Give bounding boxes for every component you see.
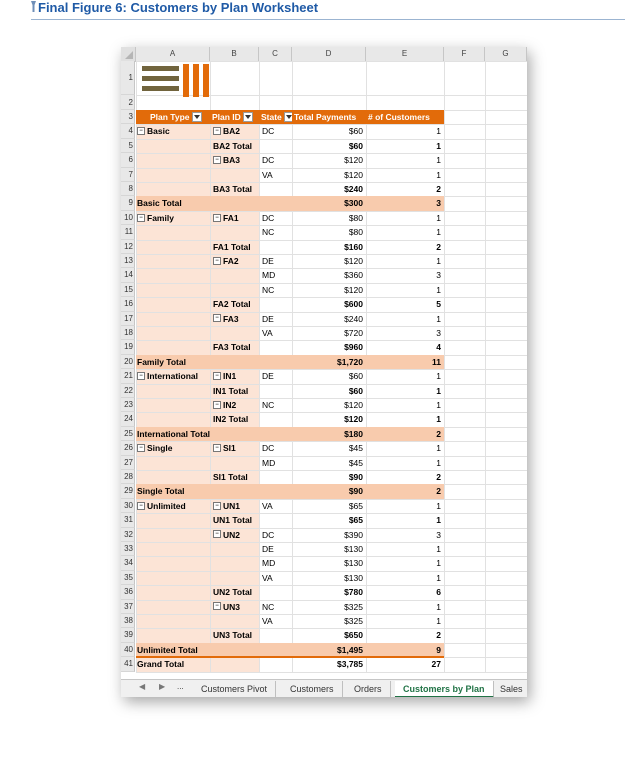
plan-type-label: Family [147,212,174,223]
num-customers-cell: 3 [436,270,441,281]
num-customers-cell: 3 [436,328,441,338]
row-header-23[interactable]: 23 [121,398,135,412]
total-payments-header [292,110,366,124]
state-cell: VA [262,500,273,511]
total-payments-cell: $325 [344,616,363,626]
num-customers-cell: 1 [436,558,441,569]
total-payments-cell: $325 [344,601,363,612]
total-payments-cell: $130 [344,572,363,583]
total-payments-cell: $65 [348,515,363,526]
row-header-3[interactable]: 3 [121,110,135,124]
plan-id-cell[interactable] [210,441,259,455]
total-payments-cell: $65 [348,500,363,511]
num-customers-cell: 1 [436,601,441,612]
plan-type-label: Single [147,443,173,454]
plan-id-label: SI1 Total [213,472,248,482]
plan-type-cell [136,427,286,441]
total-payments-header-label: Total Payments [294,112,357,122]
filter-dropdown-icon[interactable] [192,112,202,122]
num-customers-cell: 1 [436,544,441,554]
plan-type-header[interactable] [136,110,210,124]
num-customers-cell: 1 [436,414,441,425]
num-customers-cell: 6 [436,587,441,598]
row-header-35[interactable]: 35 [121,571,135,585]
plan-id-label: UN2 [223,529,241,540]
tab-next-icon[interactable]: ▶ [159,682,166,691]
plan-id-total-cell [210,139,259,153]
state-cell: MD [262,558,276,569]
caption-rule [31,19,625,20]
row-header-1[interactable]: 1 [121,61,135,95]
row-header-5[interactable]: 5 [121,139,135,153]
row-header-6[interactable]: 6 [121,153,135,167]
figure-caption: Final Figure 6: Customers by Plan Worksheet [38,0,319,15]
state-cell: DE [262,313,274,324]
collapse-toggle-icon[interactable]: − [137,502,145,510]
row-header-18[interactable]: 18 [121,326,135,340]
sheet-tab-sales[interactable]: Sales [492,681,527,697]
plan-id-total-cell [210,240,259,254]
total-payments-cell: $90 [348,486,363,497]
state-cell: DC [262,443,275,454]
plan-id-total-cell [210,182,259,196]
num-customers-cell: 9 [436,644,441,655]
column-header-e[interactable]: E [366,47,444,61]
num-customers-cell: 1 [436,256,441,266]
tab-prev-icon[interactable]: ◀ [139,682,146,691]
state-cell: VA [262,169,273,180]
plan-type-label: Unlimited Total [137,644,198,655]
state-cell: VA [262,572,273,583]
total-payments-cell: $3,785 [337,659,363,670]
state-cell: NC [262,227,275,238]
plan-type-cell[interactable] [136,211,210,225]
total-payments-cell: $130 [344,544,363,554]
plan-id-total-cell [210,470,259,484]
collapse-toggle-icon[interactable]: − [213,314,221,322]
logo-column-icon [203,64,209,97]
num-customers-header [366,110,444,124]
total-payments-cell: $180 [344,428,363,439]
total-payments-cell: $240 [344,184,363,194]
plan-type-cell [136,196,286,210]
total-payments-cell: $600 [344,299,363,310]
plan-id-cell[interactable] [210,369,259,383]
plan-id-cell[interactable] [210,124,259,138]
plan-type-cell[interactable] [136,499,210,513]
collapse-toggle-icon[interactable]: − [213,214,221,222]
state-cell: VA [262,328,273,338]
row-header-7[interactable]: 7 [121,168,135,182]
plan-id-label: UN3 [223,601,241,612]
plan-id-cell[interactable] [210,528,259,542]
plan-type-label: Family Total [137,356,186,367]
plan-id-label: IN2 Total [213,414,249,425]
plan-id-cell[interactable] [210,312,259,326]
row-header-24[interactable]: 24 [121,412,135,426]
total-payments-cell: $780 [344,587,363,598]
total-payments-cell: $60 [348,126,363,137]
column-header-f[interactable]: F [444,47,485,61]
row-header-28[interactable]: 28 [121,470,135,484]
sheet-tab-customers-by-plan[interactable]: Customers by Plan [395,681,494,697]
plan-type-cell [136,484,286,498]
column-header-c[interactable]: C [259,47,292,61]
row-header-15[interactable]: 15 [121,283,135,297]
sheet-tab-customers[interactable]: Customers [282,681,343,697]
state-header[interactable] [259,110,292,124]
state-cell: DC [262,529,275,540]
state-header-label: State [261,112,282,122]
plan-type-label: Single Total [137,486,185,497]
num-customers-cell: 27 [431,659,441,670]
num-customers-cell: 2 [436,184,441,194]
row-header-31[interactable]: 31 [121,513,135,527]
plan-id-label: IN2 [223,400,237,410]
collapse-toggle-icon[interactable]: − [137,214,145,222]
total-payments-cell: $80 [348,212,363,223]
select-all-triangle-icon [125,51,133,59]
num-customers-cell: 1 [436,500,441,511]
row-header-10[interactable]: 10 [121,211,135,225]
collapse-toggle-icon[interactable]: − [213,127,221,135]
plan-id-total-cell [210,340,259,354]
num-customers-cell: 1 [436,140,441,151]
column-header-g[interactable]: G [485,47,527,61]
plan-id-label: IN1 Total [213,385,249,396]
row-header-8[interactable]: 8 [121,182,135,196]
plan-id-total-cell [210,412,259,426]
num-customers-cell: 1 [436,227,441,238]
state-cell: DE [262,371,274,382]
state-cell: MD [262,270,276,281]
num-customers-cell: 11 [432,356,441,367]
collapse-toggle-icon[interactable]: − [137,127,145,135]
column-header-b[interactable]: B [210,47,259,61]
total-payments-cell: $120 [344,169,363,180]
state-cell: DE [262,544,274,554]
row-header-19[interactable]: 19 [121,340,135,354]
logo-bar-icon [142,76,179,81]
total-payments-cell: $390 [344,529,363,540]
row-header-37[interactable]: 37 [121,600,135,614]
grid-line-horizontal [136,672,527,673]
num-customers-cell: 2 [436,486,441,497]
row-header-12[interactable]: 12 [121,240,135,254]
plan-id-label: UN3 Total [213,630,253,641]
sheet-tab-strip [121,679,527,697]
row-header-32[interactable]: 32 [121,528,135,542]
state-cell: DE [262,256,274,266]
logo-column-icon [193,64,199,97]
collapse-toggle-icon[interactable]: − [213,401,221,409]
plan-type-cell[interactable] [136,369,210,383]
plan-id-total-cell [210,585,259,599]
row-header-11[interactable]: 11 [121,225,135,239]
row-header-9[interactable]: 9 [121,196,135,210]
plan-id-cell[interactable] [210,211,259,225]
logo-bar-icon [142,66,179,71]
total-payments-cell: $360 [344,270,363,281]
collapse-toggle-icon[interactable]: − [213,444,221,452]
collapse-toggle-icon[interactable]: − [137,444,145,452]
plan-type-label: International [147,371,199,382]
row-header-22[interactable]: 22 [121,384,135,398]
row-header-16[interactable]: 16 [121,297,135,311]
logo-bar-icon [142,86,179,91]
plan-id-cell[interactable] [210,254,259,268]
plan-id-label: BA3 Total [213,184,253,194]
total-payments-cell: $120 [344,414,363,425]
row-header-33[interactable]: 33 [121,542,135,556]
plan-type-label: Basic [147,126,170,137]
num-customers-cell: 2 [436,472,441,482]
filter-dropdown-icon[interactable] [284,112,292,122]
row-header-2[interactable]: 2 [121,95,135,110]
plan-id-header[interactable] [210,110,259,124]
plan-id-total-cell [210,513,259,527]
plan-type-label: Unlimited [147,500,186,511]
state-cell: NC [262,400,275,410]
total-payments-cell: $160 [344,241,363,252]
total-payments-cell: $45 [348,443,363,454]
row-header-40[interactable]: 40 [121,643,135,657]
collapse-toggle-icon[interactable]: − [137,372,145,380]
row-header-25[interactable]: 25 [121,427,135,441]
collapse-toggle-icon[interactable]: − [213,530,221,538]
plan-type-label: International Total [137,428,211,439]
plan-id-label: FA3 Total [213,342,251,353]
num-customers-cell: 1 [436,385,441,396]
num-customers-cell: 3 [436,198,441,209]
total-payments-cell: $300 [344,198,363,209]
state-cell: DC [262,155,275,166]
plan-id-label: IN1 [223,371,237,382]
total-payments-cell: $90 [348,472,363,482]
plan-id-total-cell [210,628,259,642]
num-customers-cell: 1 [436,400,441,410]
num-customers-cell: 2 [436,428,441,439]
num-customers-cell: 1 [436,616,441,626]
row-header-39[interactable]: 39 [121,628,135,642]
row-header-4[interactable]: 4 [121,124,135,138]
row-header-34[interactable]: 34 [121,556,135,570]
state-cell: VA [262,616,273,626]
total-payments-cell: $60 [348,371,363,382]
plan-id-cell[interactable] [210,398,259,412]
total-payments-cell: $1,495 [337,644,363,655]
total-payments-cell: $720 [344,328,363,338]
row-header-14[interactable]: 14 [121,268,135,282]
column-header-a[interactable]: A [136,47,210,61]
total-payments-cell: $130 [344,558,363,569]
row-header-21[interactable]: 21 [121,369,135,383]
row-header-20[interactable]: 20 [121,355,135,369]
plan-type-label: Basic Total [137,198,182,209]
filter-dropdown-icon[interactable] [243,112,253,122]
plan-id-label: FA3 [223,313,239,324]
plan-id-label: FA1 [223,212,239,223]
num-customers-cell: 1 [436,371,441,382]
num-customers-cell: 3 [436,529,441,540]
num-customers-cell: 1 [436,169,441,180]
row-header-29[interactable]: 29 [121,484,135,498]
total-payments-cell: $120 [344,256,363,266]
num-customers-cell: 5 [436,299,441,310]
plan-id-header-label: Plan ID [212,112,241,122]
plan-id-total-cell [210,384,259,398]
num-customers-cell: 1 [436,515,441,526]
state-cell: NC [262,284,275,295]
plan-id-label: UN1 Total [213,515,253,526]
collapse-toggle-icon[interactable]: − [213,502,221,510]
num-customers-cell: 1 [436,126,441,137]
total-payments-cell: $1,720 [337,356,363,367]
state-cell: DC [262,212,275,223]
num-customers-cell: 2 [436,241,441,252]
plan-id-label: BA3 [223,155,241,166]
plan-type-header-label: Plan Type [150,112,190,122]
plan-type-cell[interactable] [136,124,210,138]
collapse-toggle-icon[interactable]: − [213,602,221,610]
num-customers-cell: 2 [436,630,441,641]
plan-type-cell [136,643,286,657]
row-header-36[interactable]: 36 [121,585,135,599]
total-payments-cell: $45 [348,457,363,468]
row-header-38[interactable]: 38 [121,614,135,628]
num-customers-cell: 1 [436,284,441,295]
row-header-27[interactable]: 27 [121,456,135,470]
row-header-17[interactable]: 17 [121,312,135,326]
plan-id-label: UN2 Total [213,587,253,598]
num-customers-cell: 1 [436,212,441,223]
num-customers-cell: 1 [436,313,441,324]
row-header-26[interactable]: 26 [121,441,135,455]
num-customers-cell: 1 [436,155,441,166]
plan-id-cell[interactable] [210,499,259,513]
sheet-tab-orders[interactable]: Orders [346,681,391,697]
plan-id-label: FA2 Total [213,299,251,310]
plan-id-label: FA1 Total [213,241,251,252]
total-payments-cell: $960 [344,342,363,353]
num-customers-cell: 1 [436,572,441,583]
row-header-30[interactable]: 30 [121,499,135,513]
collapse-toggle-icon[interactable]: − [213,257,221,265]
num-customers-cell: 1 [436,457,441,468]
plan-id-label: SI1 [223,443,236,454]
num-customers-cell: 4 [436,342,441,353]
total-payments-cell: $80 [348,227,363,238]
row-header-13[interactable]: 13 [121,254,135,268]
num-customers-cell: 1 [436,443,441,454]
logo-column-icon [183,64,189,97]
plan-id-label: BA2 [223,126,241,137]
plan-id-label: FA2 [223,256,239,266]
state-cell: MD [262,457,276,468]
plan-id-cell[interactable] [210,153,259,167]
total-payments-cell: $120 [344,155,363,166]
num-customers-header-label: # of Customers [368,112,430,122]
plan-type-cell [136,355,286,369]
total-payments-cell: $650 [344,630,363,641]
caption-bullet-icon [31,1,36,12]
total-payments-cell: $60 [348,140,363,151]
state-cell: NC [262,601,275,612]
total-payments-cell: $240 [344,313,363,324]
collapse-toggle-icon[interactable]: − [213,372,221,380]
sheet-tab-customers-pivot[interactable]: Customers Pivot [193,681,276,697]
tab-more-button[interactable]: ... [177,682,184,691]
state-cell: DC [262,126,275,137]
grid-line-horizontal [136,61,527,62]
row-header-41[interactable]: 41 [121,657,135,671]
plan-type-cell[interactable] [136,441,210,455]
plan-id-label: BA2 Total [213,140,253,151]
column-header-d[interactable]: D [292,47,366,61]
plan-id-label: UN1 [223,500,241,511]
total-payments-cell: $60 [348,385,363,396]
total-payments-cell: $120 [344,400,363,410]
plan-type-label: Grand Total [137,659,185,670]
spreadsheet-window [121,47,527,697]
plan-type-cell [136,657,286,671]
column-header-row [121,47,527,62]
select-all-corner[interactable] [121,47,136,61]
total-payments-cell: $120 [344,284,363,295]
plan-id-total-cell [210,297,259,311]
collapse-toggle-icon[interactable]: − [213,156,221,164]
plan-id-cell[interactable] [210,600,259,614]
